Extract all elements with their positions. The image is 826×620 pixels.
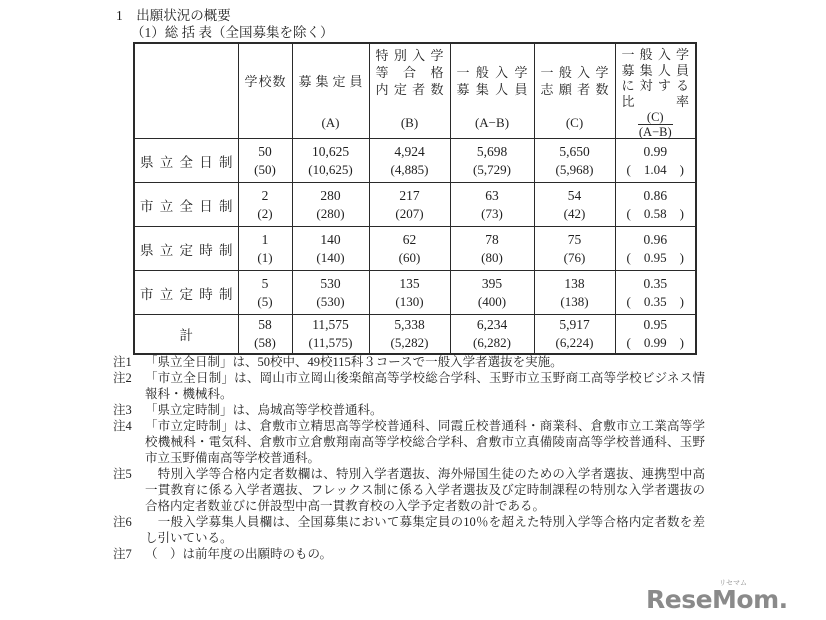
value-current: 5,917 [559, 317, 590, 332]
cell-general [450, 271, 534, 315]
value-previous: (2) [257, 205, 273, 221]
value-current: 0.86 [643, 187, 668, 203]
value-current: 75 [567, 231, 582, 247]
column-header-label [134, 43, 238, 139]
value-current: 50 [258, 143, 272, 159]
cell-capacity [292, 315, 369, 355]
value-previous: (58) [254, 335, 276, 350]
cell-general [450, 183, 534, 227]
value-current: 5,698 [476, 143, 508, 159]
value-previous: (207) [395, 205, 424, 221]
cell-schools [238, 227, 292, 271]
note-text: 「市立定時制」は、倉敷市立精思高等学校普通科、同霞丘校普通科・商業科、倉敷市立工業高等学校機械科・電気科、倉敷市立倉敷翔南高等学校総合学科、倉敷市立真備陵南高等学校普通科、玉野市立玉野備南高等学校普通科。 [145, 419, 705, 465]
column-code: (B) [400, 115, 419, 130]
header-line: 募集人員 [456, 82, 528, 97]
cell-schools [238, 183, 292, 227]
value-current: 0.99 [643, 143, 668, 159]
value-previous: (76) [563, 249, 586, 265]
header-line: 等合格 [375, 65, 444, 80]
note-number: 注5 [113, 467, 132, 481]
row-label: 県立定時制 [140, 242, 233, 258]
value-current: 2 [261, 187, 269, 203]
value-current: 6,234 [476, 317, 508, 332]
cell-special [369, 315, 450, 355]
value-previous: (6,224) [555, 335, 594, 350]
note-number: 注2 [113, 371, 132, 385]
header-line: 学校数 [244, 73, 286, 89]
value-current: 62 [402, 231, 417, 247]
value-previous: (140) [316, 249, 345, 265]
header-line: 特別入学 [375, 48, 444, 63]
header-line: 内定者数 [375, 82, 444, 97]
row-label-cell [134, 271, 238, 315]
value-previous: ( 0.35 ) [626, 293, 684, 309]
value-previous: (130) [395, 293, 424, 309]
cell-applicants [534, 315, 615, 355]
value-current: 5,338 [394, 317, 425, 332]
header-line: に対する [621, 78, 689, 93]
cell-general [450, 315, 534, 355]
note-item [113, 466, 705, 514]
value-current: 1 [261, 231, 269, 247]
value-previous: (6,282) [473, 335, 511, 350]
cell-capacity [292, 227, 369, 271]
value-previous: (400) [477, 293, 507, 309]
value-previous: ( 1.04 ) [626, 161, 684, 177]
column-code [141, 115, 232, 134]
column-code: (A−B) [474, 115, 510, 130]
formula-numerator: (C) [638, 110, 673, 125]
value-previous: (80) [481, 249, 503, 265]
cell-special [369, 139, 450, 183]
column-header-ratio [615, 43, 696, 139]
cell-schools [238, 315, 292, 355]
value-previous: (5,729) [473, 161, 511, 177]
value-current: 395 [481, 275, 503, 291]
header-line: 一般入学 [456, 65, 528, 80]
value-previous: ( 0.95 ) [626, 249, 684, 265]
formula-denominator: (A−B) [638, 125, 672, 139]
cell-ratio [615, 271, 696, 315]
cell-ratio [615, 139, 696, 183]
row-label-cell [134, 315, 238, 355]
note-number: 注6 [113, 515, 132, 529]
cell-special [369, 227, 450, 271]
value-current: 217 [399, 187, 420, 203]
value-previous: (73) [481, 205, 503, 221]
header-line: 募集定員 [298, 73, 363, 89]
value-previous: (10,625) [308, 161, 353, 177]
header-line: 志願者数 [540, 82, 609, 97]
value-current: 58 [258, 317, 272, 332]
note-item [113, 402, 705, 418]
note-number: 注1 [113, 355, 132, 369]
value-current: 10,625 [311, 143, 350, 159]
row-label: 計 [179, 328, 193, 343]
note-text: 「市立全日制」は、岡山市立岡山後楽館高等学校総合学科、玉野市立玉野商工高等学校ビジネス情報科・機械科。 [145, 371, 705, 401]
column-code [245, 115, 286, 134]
ratio-formula [638, 110, 673, 139]
value-current: 280 [320, 187, 341, 203]
value-current: 63 [485, 187, 499, 203]
value-current: 0.96 [643, 231, 668, 247]
table-row [134, 139, 696, 183]
value-current: 138 [564, 275, 585, 291]
column-header-capacity [292, 43, 369, 139]
column-code: (A) [321, 115, 340, 130]
cell-applicants [534, 183, 615, 227]
row-label: 市立定時制 [140, 286, 233, 302]
note-text: 「県立全日制」は、50校中、49校115科３コースで一般入学者選抜を実施。 [145, 355, 563, 369]
cell-ratio [615, 183, 696, 227]
notes-list [113, 354, 705, 562]
cell-schools [238, 139, 292, 183]
table-row [134, 315, 696, 355]
note-text: 一般入学募集人員欄は、全国募集において募集定員の10％を超えた特別入学等合格内定者数を差し引いている。 [145, 515, 705, 545]
cell-applicants [534, 271, 615, 315]
note-text: 「県立定時制」は、烏城高等学校普通科。 [145, 403, 383, 417]
header-line: 比率 [621, 93, 689, 109]
note-number: 注3 [113, 403, 132, 417]
table-body [134, 139, 696, 355]
table-row [134, 271, 696, 315]
value-previous: (1) [257, 249, 273, 265]
header-line: 一般入学 [540, 65, 609, 80]
row-label: 県立全日制 [140, 154, 233, 170]
cell-applicants [534, 227, 615, 271]
value-current: 530 [320, 275, 341, 291]
value-current: 140 [320, 231, 341, 247]
note-item [113, 354, 705, 370]
value-current: 54 [567, 187, 582, 203]
application-summary-table [133, 42, 697, 355]
value-previous: (60) [398, 249, 421, 265]
note-number: 注4 [113, 419, 132, 433]
value-current: 5,650 [559, 143, 590, 159]
cell-special [369, 271, 450, 315]
row-label-cell [134, 227, 238, 271]
value-current: 0.95 [643, 317, 668, 332]
cell-ratio [615, 315, 696, 355]
section-heading: 1 出願状況の概要 [116, 8, 231, 23]
value-previous: (42) [563, 205, 586, 221]
column-code: (C) [565, 115, 584, 130]
column-header-special [369, 43, 450, 139]
value-previous: (5,282) [390, 335, 429, 350]
value-previous: (11,575) [308, 335, 353, 350]
cell-general [450, 227, 534, 271]
column-header-general [450, 43, 534, 139]
value-current: 4,924 [394, 143, 425, 159]
logo-ruby-text: リセマム [719, 579, 747, 587]
value-previous: (4,885) [390, 161, 429, 177]
header-row [134, 43, 696, 139]
column-header-applicants [534, 43, 615, 139]
value-previous: (280) [316, 205, 345, 221]
row-label: 市立全日制 [140, 198, 233, 214]
table-header [134, 43, 696, 139]
cell-general [450, 139, 534, 183]
cell-schools [238, 271, 292, 315]
logo-wordmark: ReseMom. [646, 585, 788, 614]
value-previous: ( 0.99 ) [626, 335, 684, 350]
cell-capacity [292, 139, 369, 183]
value-current: 11,575 [312, 317, 349, 332]
header-line: 募集人員 [621, 62, 689, 78]
value-current: 135 [399, 275, 420, 291]
row-label-cell [134, 139, 238, 183]
column-header-schools [238, 43, 292, 139]
note-item [113, 418, 705, 466]
table-row [134, 183, 696, 227]
value-previous: (5,968) [555, 161, 594, 177]
value-previous: (530) [316, 293, 345, 309]
note-item [113, 370, 705, 402]
cell-capacity [292, 183, 369, 227]
value-current: 78 [485, 231, 499, 247]
resemom-logo [646, 579, 788, 614]
value-previous: (50) [254, 161, 276, 177]
value-previous: (138) [560, 293, 589, 309]
cell-ratio [615, 227, 696, 271]
table-row [134, 227, 696, 271]
note-number: 注7 [113, 547, 132, 561]
note-item [113, 514, 705, 546]
value-current: 0.35 [643, 275, 668, 291]
cell-special [369, 183, 450, 227]
value-current: 5 [261, 275, 269, 291]
value-previous: ( 0.58 ) [626, 205, 684, 221]
cell-capacity [292, 271, 369, 315]
table-caption: （1）総 括 表（全国募集を除く） [131, 25, 334, 40]
cell-applicants [534, 139, 615, 183]
header-line: 一般入学 [621, 47, 689, 62]
value-previous: (5) [257, 293, 273, 309]
note-item [113, 546, 705, 562]
note-text: （ ）は前年度の出願時のもの。 [145, 547, 333, 561]
note-text: 特別入学等合格内定者数欄は、特別入学者選抜、海外帰国生徒のための入学者選抜、連携型中高一貫教育に係る入学者選抜、フレックス制に係る入学者選抜及び定時制課程の特別な入学者選抜の合格内定者数並びに併設型中高一貫教育校の入学予定者数の計である。 [145, 467, 705, 513]
row-label-cell [134, 183, 238, 227]
